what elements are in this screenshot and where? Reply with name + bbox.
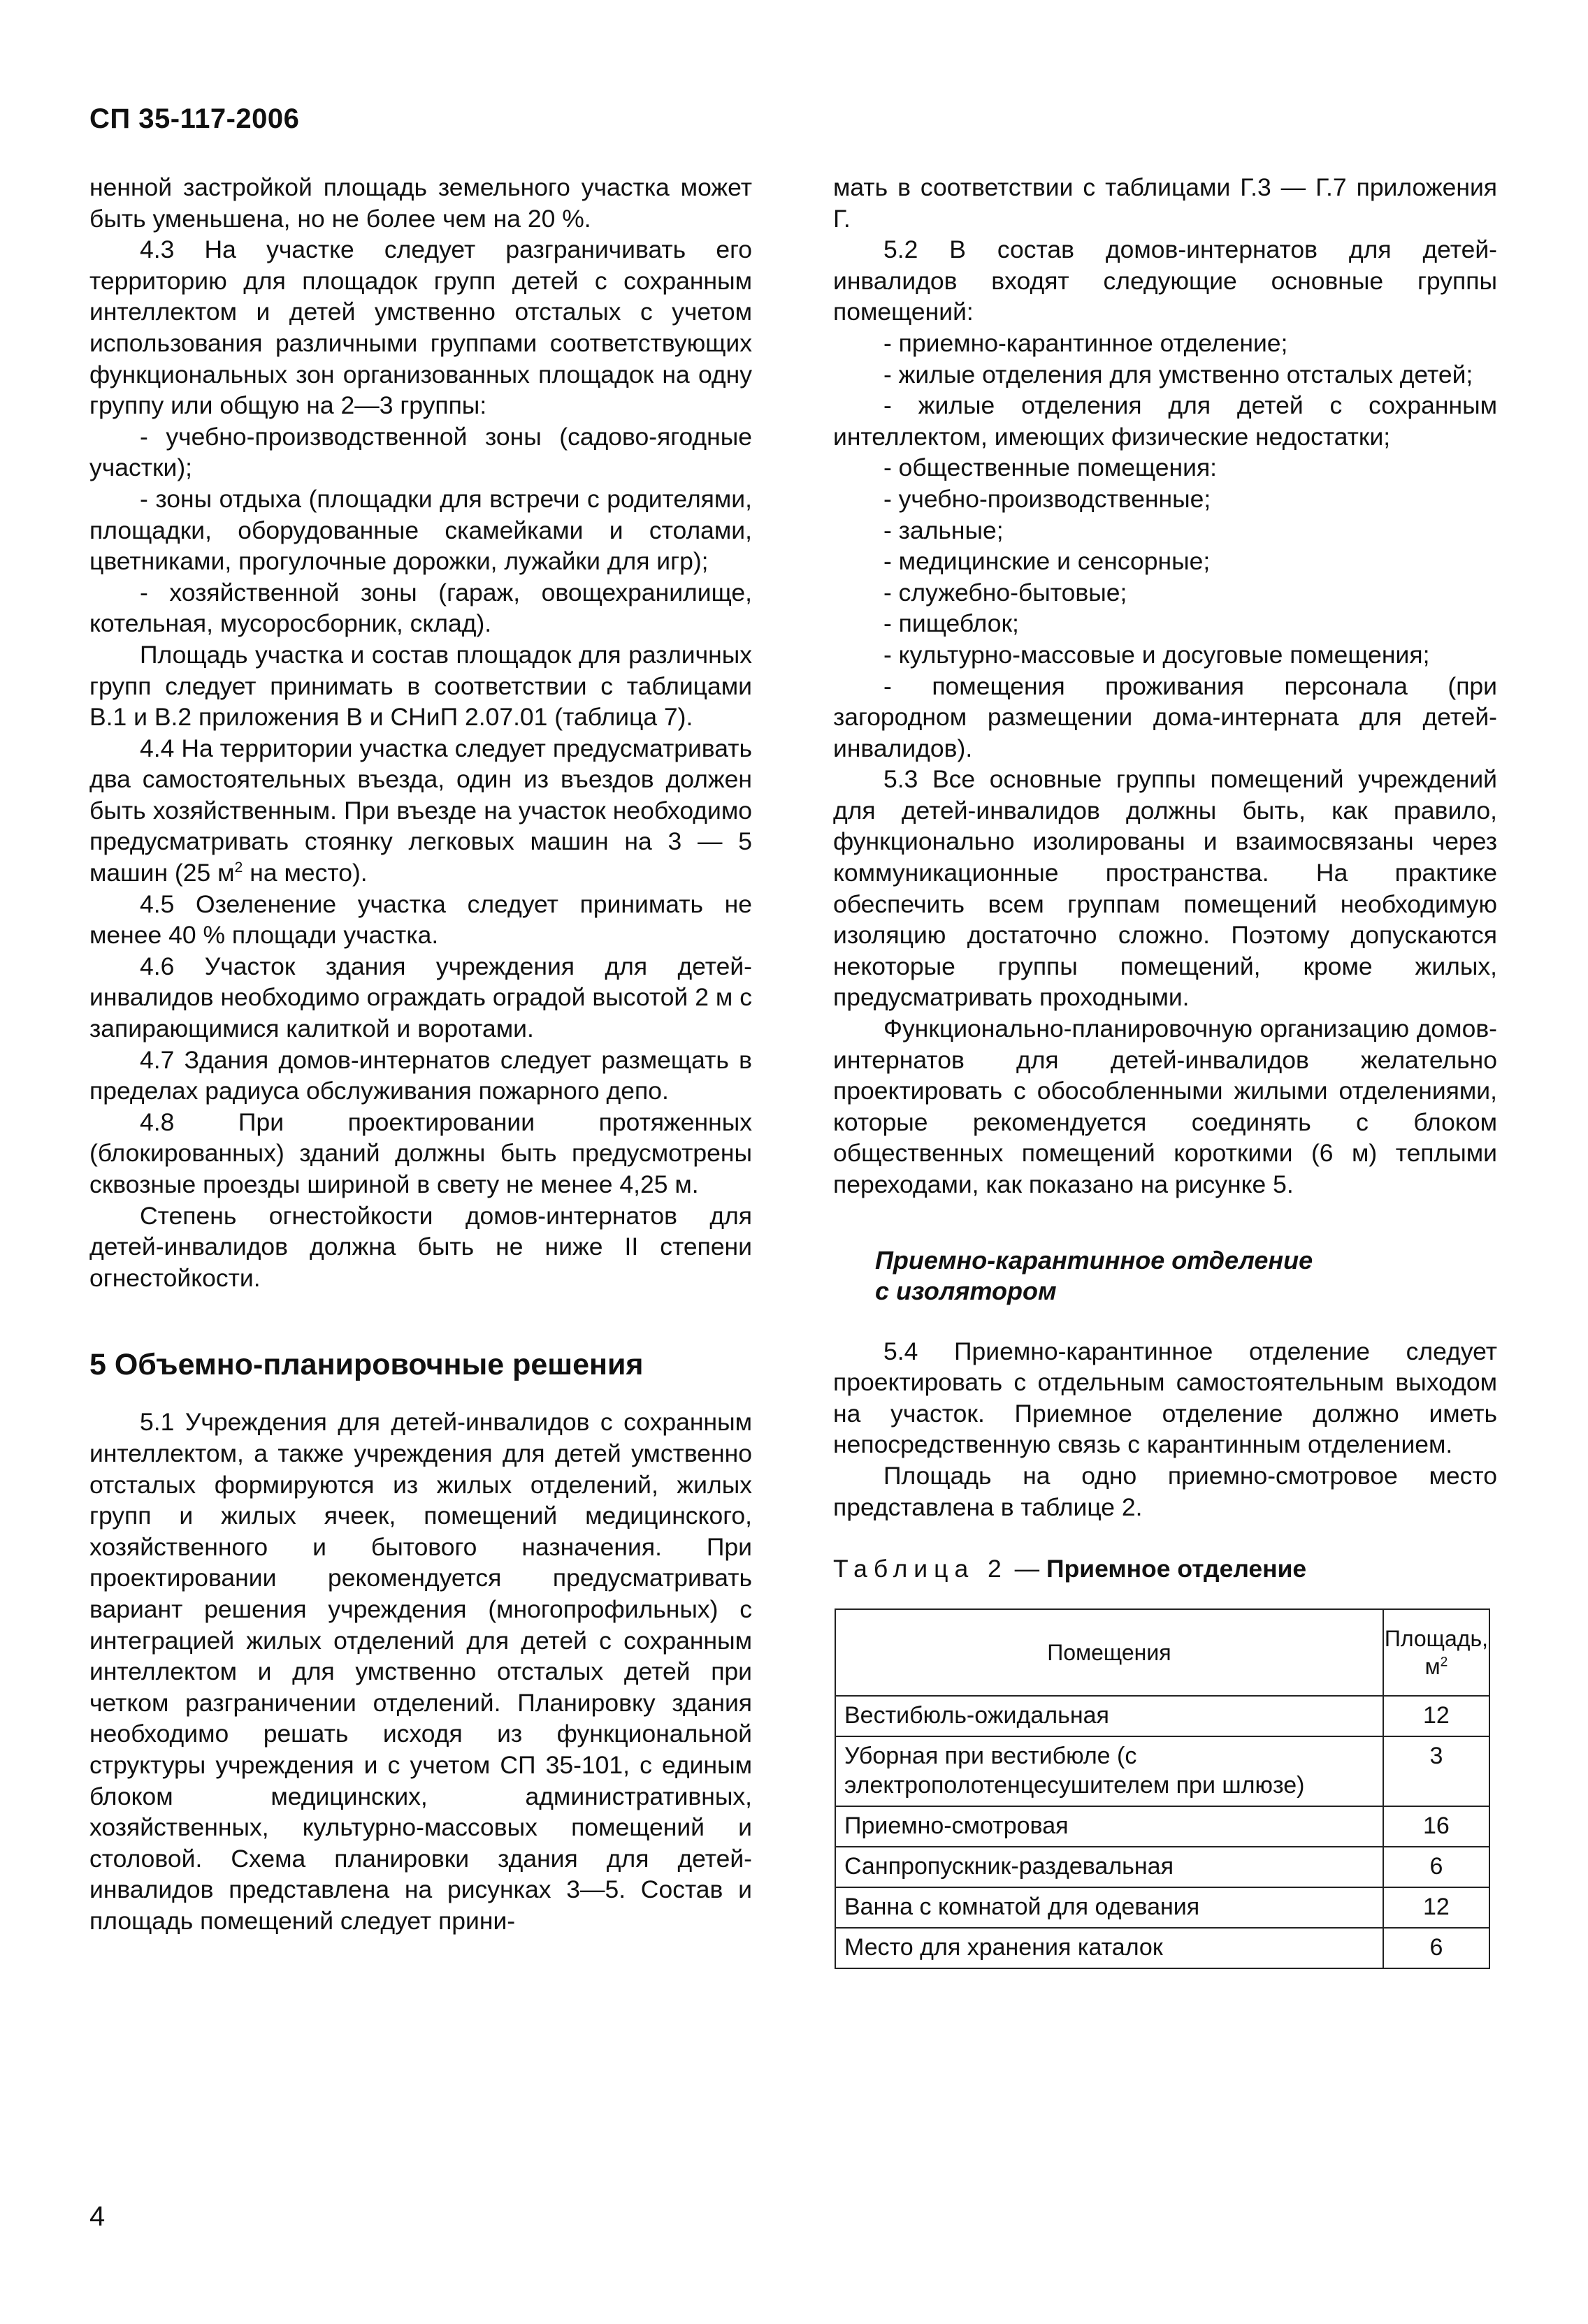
reception-table	[835, 1608, 1490, 1969]
header-area	[1383, 1609, 1489, 1696]
table-caption	[833, 1553, 1497, 1585]
table-caption-prefix: Таблица 2	[833, 1555, 1008, 1583]
room-name: Место для хранения каталок	[835, 1928, 1383, 1968]
list-item: - жилые отделения для умственно отсталых детей;	[883, 360, 1473, 388]
list-item: - пищеблок;	[883, 609, 1019, 638]
room-name: Уборная при вестибюле (с электрополотенцесушителем при шлюзе)	[835, 1736, 1383, 1806]
list-item: - общественные помещения:	[883, 453, 1218, 482]
header-rooms: Помещения	[835, 1609, 1383, 1696]
room-name: Вестибюль-ожидальная	[835, 1696, 1383, 1736]
section-heading: 5 Объемно-планировочные решения	[89, 1348, 644, 1382]
paragraph-5-3: 5.3 Все основные группы помещений учреждений для детей-инвалидов должны быть, как правило, функционально изолированы и взаимосвязаны через коммуникационные пространства. На практике обеспечить всем группам помещений необходимую изоляцию достаточно сложно. Поэтому допускаются некоторые группы помещений, кроме жилых, предусматривать проходными.	[833, 765, 1497, 1012]
table-row	[835, 1736, 1489, 1806]
room-area: 3	[1383, 1736, 1489, 1806]
left-column	[89, 172, 752, 1936]
header-area-label: Площадь,	[1384, 1625, 1488, 1651]
list-item: - приемно-карантинное отделение;	[883, 328, 1288, 357]
document-code: СП 35-117-2006	[89, 103, 300, 134]
room-name: Приемно-смотровая	[835, 1806, 1383, 1847]
paragraph: ненной застройкой площадь земельного участка может быть уменьшена, но не более чем на 20 %.	[89, 173, 752, 233]
table-row	[835, 1887, 1489, 1928]
list-item: - учебно-производственные;	[883, 484, 1211, 513]
paragraph: Площадь участка и состав площадок для различных групп следует принимать в соответствии с таблицами В.1 и В.2 приложения В и СНиП 2.07.01 (таблица 7).	[89, 640, 752, 732]
page-number: 4	[89, 2201, 106, 2232]
list-item: - культурно-массовые и досуговые помещения;	[883, 640, 1430, 669]
subsection-heading-line: Приемно-карантинное отделение	[875, 1245, 1313, 1274]
paragraph-5-1: 5.1 Учреждения для детей-инвалидов с сохранным интеллектом, а также учреждения для детей умственно отсталых формируются из жилых отделений, жилых групп и жилых ячеек, помещений медицинского, хозяйственного и бытового назначения. При проектировании рекомендуется предусматривать вариант решения учреждения (многопрофильных) с интеграцией жилых отделений для детей с сохранным интеллектом и для умственно отсталых детей при четком разграничении отделений. Планировку здания необходимо решать исходя из функциональной структуры учреждения и с учетом СП 35-101, с единым блоком медицинских, административных, хозяйственных, культурно-массовых помещений и столовой. Схема планировки здания для детей-инвалидов представлена на рисунках 3—5. Состав и площадь помещений следует прини-	[89, 1408, 752, 1935]
table-caption-title: Приемное отделение	[1046, 1555, 1307, 1583]
list-item: - помещения проживания персонала (при загородном размещении дома-интерната для детей-инвалидов).	[833, 671, 1497, 762]
table-row	[835, 1928, 1489, 1968]
paragraph-4-4	[89, 733, 752, 889]
table-row	[835, 1847, 1489, 1887]
room-name: Ванна с комнатой для одевания	[835, 1887, 1383, 1928]
subsection-heading	[875, 1245, 1497, 1307]
header-area-unit: м	[1424, 1653, 1441, 1679]
room-area: 12	[1383, 1887, 1489, 1928]
paragraph-4-5: 4.5 Озеленение участка следует принимать не менее 40 % площади участка.	[89, 889, 752, 950]
table-row	[835, 1806, 1489, 1847]
list-item: - учебно-производственной зоны (садово-ягодные участки);	[89, 422, 752, 482]
room-area: 6	[1383, 1847, 1489, 1887]
right-column	[833, 172, 1497, 1969]
superscript: 2	[1440, 1655, 1448, 1670]
table-header-row	[835, 1609, 1489, 1696]
paragraph-text-end: на место).	[243, 859, 368, 887]
paragraph: мать в соответствии с таблицами Г.3 — Г.7 приложения Г.	[833, 173, 1497, 233]
paragraph: Степень огнестойкости домов-интернатов для детей-инвалидов должна быть не ниже II степени огнестойкости.	[89, 1201, 752, 1292]
table-row	[835, 1696, 1489, 1736]
list-item: - медицинские и сенсорные;	[883, 547, 1211, 576]
list-item: - жилые отделения для детей с сохранным интеллектом, имеющих физические недостатки;	[833, 391, 1497, 451]
paragraph: Функционально-планировочную организацию домов-интернатов для детей-инвалидов желательно проектировать с обособленными жилыми отделениями, которые рекомендуется соединять с блоком общественных помещений короткими (6 м) теплыми переходами, как показано на рисунке 5.	[833, 1015, 1497, 1198]
paragraph-4-7: 4.7 Здания домов-интернатов следует размещать в пределах радиуса обслуживания пожарного депо.	[89, 1045, 752, 1105]
table-caption-dash: —	[1007, 1555, 1047, 1583]
list-item: - хозяйственной зоны (гараж, овощехранилище, котельная, мусоросборник, склад).	[89, 578, 752, 638]
paragraph-5-4: 5.4 Приемно-карантинное отделение следует проектировать с отдельным самостоятельным выходом на участок. Приемное отделение должно иметь непосредственную связь с карантинным отделением.	[833, 1337, 1497, 1459]
room-name: Санпропускник-раздевальная	[835, 1847, 1383, 1887]
room-area: 12	[1383, 1696, 1489, 1736]
paragraph-4-6: 4.6 Участок здания учреждения для детей-инвалидов необходимо ограждать оградой высотой 2 м с запирающимися калиткой и воротами.	[89, 952, 752, 1043]
paragraph-4-8: 4.8 При проектировании протяженных (блокированных) зданий должны быть предусмотрены сквозные проезды шириной в свету не менее 4,25 м.	[89, 1107, 752, 1198]
paragraph-text: 4.4 На территории участка следует предусматривать два самостоятельных въезда, один из въездов должен быть хозяйственным. При въезде на участок необходимо предусматривать стоянку легковых машин на 3 — 5 машин (25 м	[89, 734, 752, 887]
superscript: 2	[234, 859, 243, 876]
paragraph-5-2: 5.2 В состав домов-интернатов для детей-инвалидов входят следующие основные группы помещений:	[833, 235, 1497, 326]
list-item: - зоны отдыха (площадки для встречи с родителями, площадки, оборудованные скамейками и столами, цветниками, прогулочные дорожки, лужайки для игр);	[89, 484, 752, 576]
paragraph-4-3: 4.3 На участке следует разграничивать его территорию для площадок групп детей с сохранным интеллектом и детей умственно отсталых с учетом использования различными группами соответствующих функциональных зон организованных площадок на одну группу или общую на 2—3 группы:	[89, 235, 752, 420]
list-item: - служебно-бытовые;	[883, 578, 1127, 607]
room-area: 6	[1383, 1928, 1489, 1968]
room-area: 16	[1383, 1806, 1489, 1847]
list-item: - зальные;	[883, 516, 1004, 544]
paragraph: Площадь на одно приемно-смотровое место представлена в таблице 2.	[833, 1461, 1497, 1521]
subsection-heading-line: с изолятором	[875, 1276, 1057, 1305]
